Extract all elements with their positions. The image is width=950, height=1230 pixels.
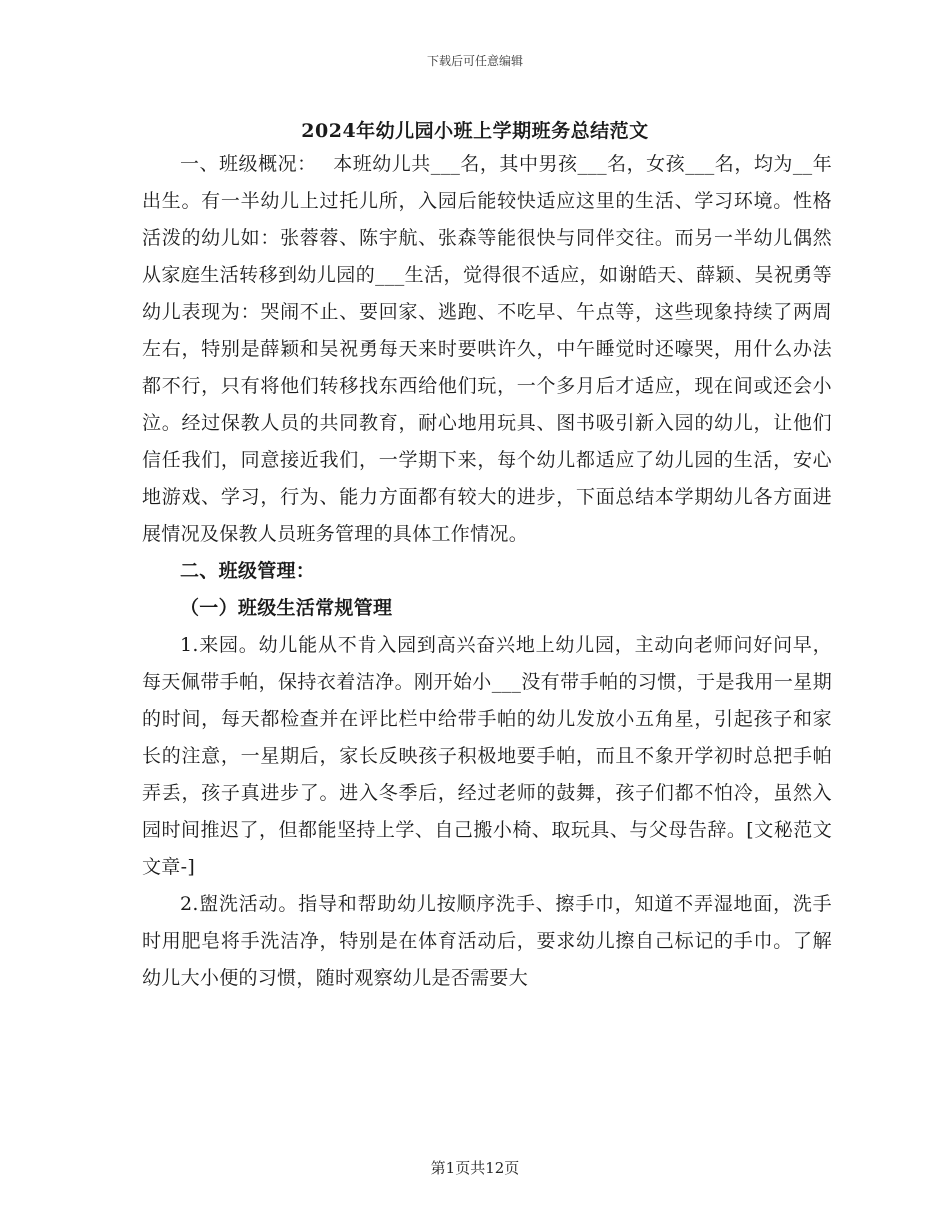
- document-body: [142, 146, 832, 997]
- paragraph-washing: 2.盥洗活动。指导和帮助幼儿按顺序洗手、擦手巾，知道不弄湿地面，洗手时用肥皂将手洗洁净，特别是在体育活动后，要求幼儿擦自己标记的手巾。了解幼儿大小便的习惯，随时观察幼儿是否需要大: [142, 893, 832, 989]
- heading-class-management: 二、班级管理：: [180, 560, 316, 582]
- page-footer: 第1页共12页: [430, 1159, 520, 1177]
- header-note: 下载后可任意编辑: [426, 54, 523, 68]
- paragraph-arrival: 1.来园。幼儿能从不肯入园到高兴奋兴地上幼儿园，主动向老师问好问早，每天佩带手帕，保持衣着洁净。刚开始小___没有带手帕的习惯，于是我用一星期的时间，每天都检查并在评比栏中给带手帕的幼儿发放小五角星，引起孩子和家长的注意，一星期后，家长反映孩子积极地要手帕，而且不象开学初时总把手帕弄丢，孩子真进步了。进入冬季后，经过老师的鼓舞，孩子们都不怕冷，虽然入园时间推迟了，但都能坚持上学、自己搬小椅、取玩具、与父母告辞。[文秘范文文章-]: [142, 634, 832, 878]
- paragraph-class-overview: 一、班级概况： 本班幼儿共___名，其中男孩___名，女孩___名，均为__年出生。有一半幼儿上过托儿所，入园后能较快适应这里的生活、学习环境。性格活泼的幼儿如：张蓉蓉、陈宇航、张森等能很快与同伴交往。而另一半幼儿偶然从家庭生活转移到幼儿园的___生活，觉得很不适应，如谢皓天、薛颖、吴祝勇等幼儿表现为：哭闹不止、要回家、逃跑、不吃早、午点等，这些现象持续了两周左右，特别是薛颖和吴祝勇每天来时要哄许久，中午睡觉时还嚎哭，用什么办法都不行，只有将他们转移找东西给他们玩，一个多月后才适应，现在间或还会小泣。经过保教人员的共同教育，耐心地用玩具、图书吸引新入园的幼儿，让他们信任我们，同意接近我们，一学期下来，每个幼儿都适应了幼儿园的生活，安心地游戏、学习，行为、能力方面都有较大的进步，下面总结本学期幼儿各方面进展情况及保教人员班务管理的具体工作情况。: [142, 153, 832, 545]
- subheading-daily-routine: （一）班级生活常规管理: [180, 597, 393, 619]
- document-title: 2024年幼儿园小班上学期班务总结范文: [301, 120, 649, 142]
